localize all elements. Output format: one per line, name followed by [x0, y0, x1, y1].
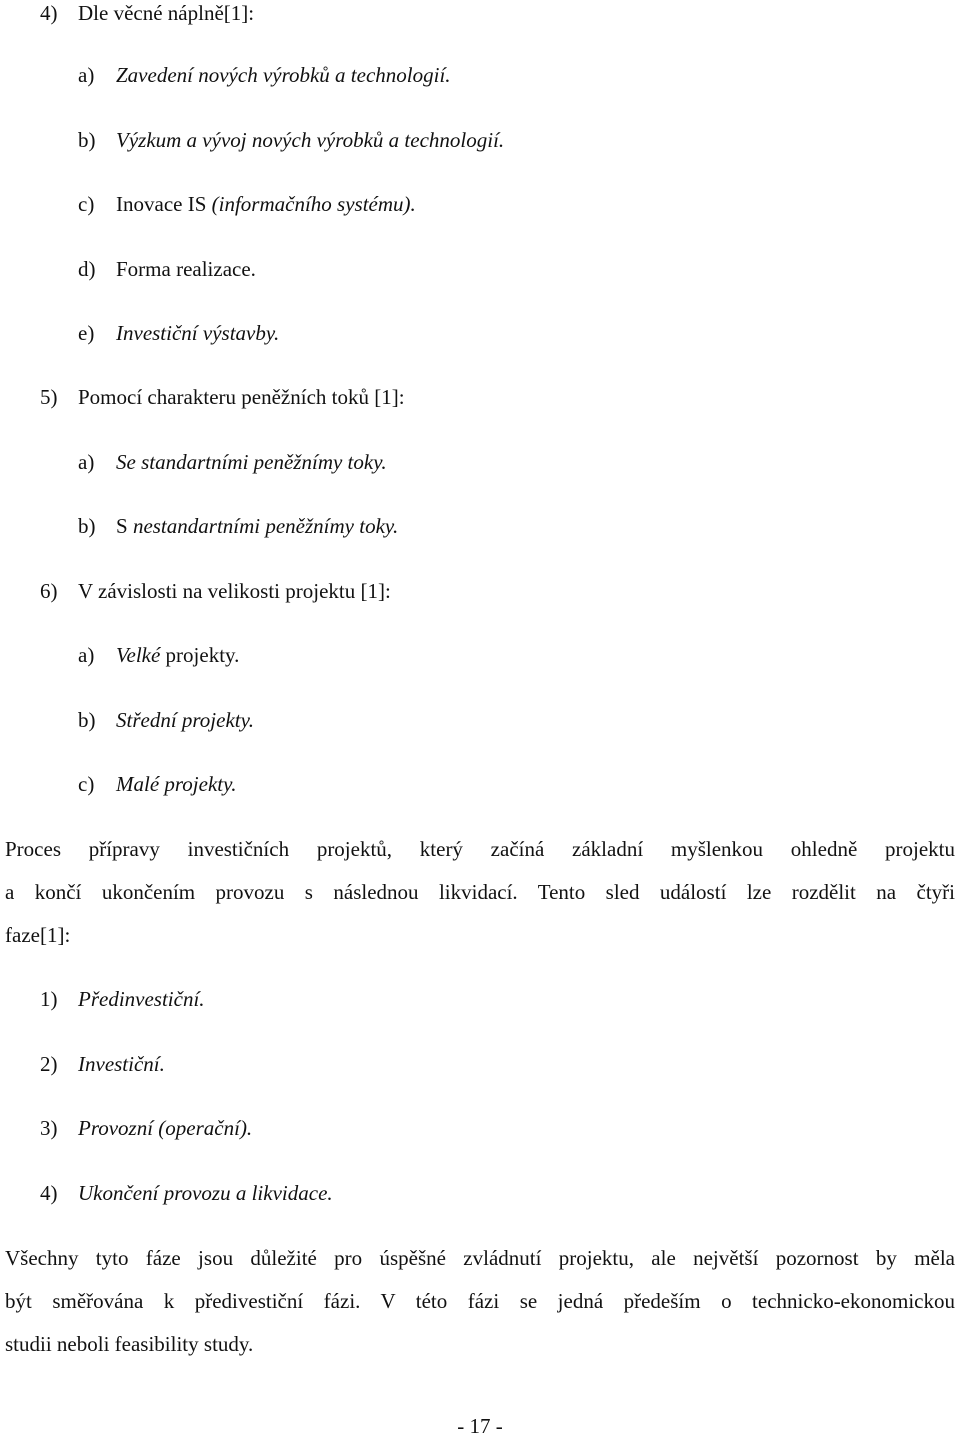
paragraph-2-line-2: být směřována k předivestiční fázi. V této fázi se jedná předeším o technicko-ekonomickou: [5, 1289, 955, 1313]
item-text-italic: (informačního systému).: [211, 192, 416, 216]
item-text: Investiční výstavby.: [116, 321, 280, 345]
section-5-heading: [40, 384, 405, 410]
list-item: [78, 127, 504, 153]
item-letter: c): [78, 192, 95, 216]
item-text-plain: Inovace IS: [116, 192, 212, 216]
section-number: 6): [40, 579, 58, 603]
item-letter: a): [78, 450, 95, 474]
list-item: [78, 256, 256, 282]
paragraph-2-line-1: Všechny tyto fáze jsou důležité pro úspěšné zvládnutí projektu, ale největší pozornost by měla: [5, 1246, 955, 1270]
item-letter: d): [78, 257, 96, 281]
phase-item: [40, 1115, 252, 1141]
phase-number: 3): [40, 1116, 58, 1140]
list-item: [78, 642, 239, 668]
item-letter: e): [78, 321, 95, 345]
item-letter: c): [78, 772, 95, 796]
phase-number: 1): [40, 987, 58, 1011]
list-item: [78, 320, 279, 346]
list-item: [78, 449, 387, 475]
phase-text: Investiční.: [78, 1052, 165, 1076]
section-number: 4): [40, 1, 58, 25]
paragraph-1-line-2: a končí ukončením provozu s následnou likvidací. Tento sled událostí lze rozdělit na čtyři: [5, 880, 955, 904]
item-letter: a): [78, 643, 95, 667]
paragraph-1-line-1: Proces přípravy investičních projektů, který začíná základní myšlenkou ohledně projektu: [5, 837, 955, 861]
item-letter: a): [78, 63, 95, 87]
item-text-italic: Velké: [116, 643, 166, 667]
section-heading-text: Pomocí charakteru peněžních toků [1]:: [78, 385, 405, 409]
item-letter: b): [78, 514, 96, 538]
list-item: [78, 513, 398, 539]
item-letter: b): [78, 128, 96, 152]
phase-item: [40, 1051, 165, 1077]
phase-text: Ukončení provozu a likvidace.: [78, 1181, 333, 1205]
phase-text: Provozní (operační).: [78, 1116, 253, 1140]
section-6-heading: [40, 578, 391, 604]
item-text: Se standartními peněžnímy toky.: [116, 450, 387, 474]
paragraph-1-line-3: faze[1]:: [5, 923, 71, 947]
phase-item: [40, 1180, 333, 1206]
item-text: Forma realizace.: [116, 257, 256, 281]
item-text: Výzkum a vývoj nových výrobků a technologií.: [116, 128, 505, 152]
section-number: 5): [40, 385, 58, 409]
item-text: Střední projekty.: [116, 708, 255, 732]
page-number: - 17 -: [457, 1414, 503, 1438]
item-text-plain: projekty.: [165, 643, 240, 667]
item-text-italic: nestandartními peněžnímy toky.: [132, 514, 399, 538]
item-text: Zavedení nových výrobků a technologií.: [116, 63, 451, 87]
paragraph-2-line-3: studii neboli feasibility study.: [5, 1332, 254, 1356]
item-letter: b): [78, 708, 96, 732]
phase-number: 4): [40, 1181, 58, 1205]
item-text-plain: S: [116, 514, 133, 538]
section-heading-text: Dle věcné náplně[1]:: [78, 1, 255, 25]
phase-number: 2): [40, 1052, 58, 1076]
phase-text: Předinvestiční.: [78, 987, 205, 1011]
item-text: Malé projekty.: [116, 772, 237, 796]
list-item: [78, 62, 451, 88]
phase-item: [40, 986, 205, 1012]
section-heading-text: V závislosti na velikosti projektu [1]:: [78, 579, 391, 603]
list-item: [78, 771, 237, 797]
section-4-heading: [40, 0, 254, 26]
list-item: [78, 191, 416, 217]
list-item: [78, 707, 254, 733]
